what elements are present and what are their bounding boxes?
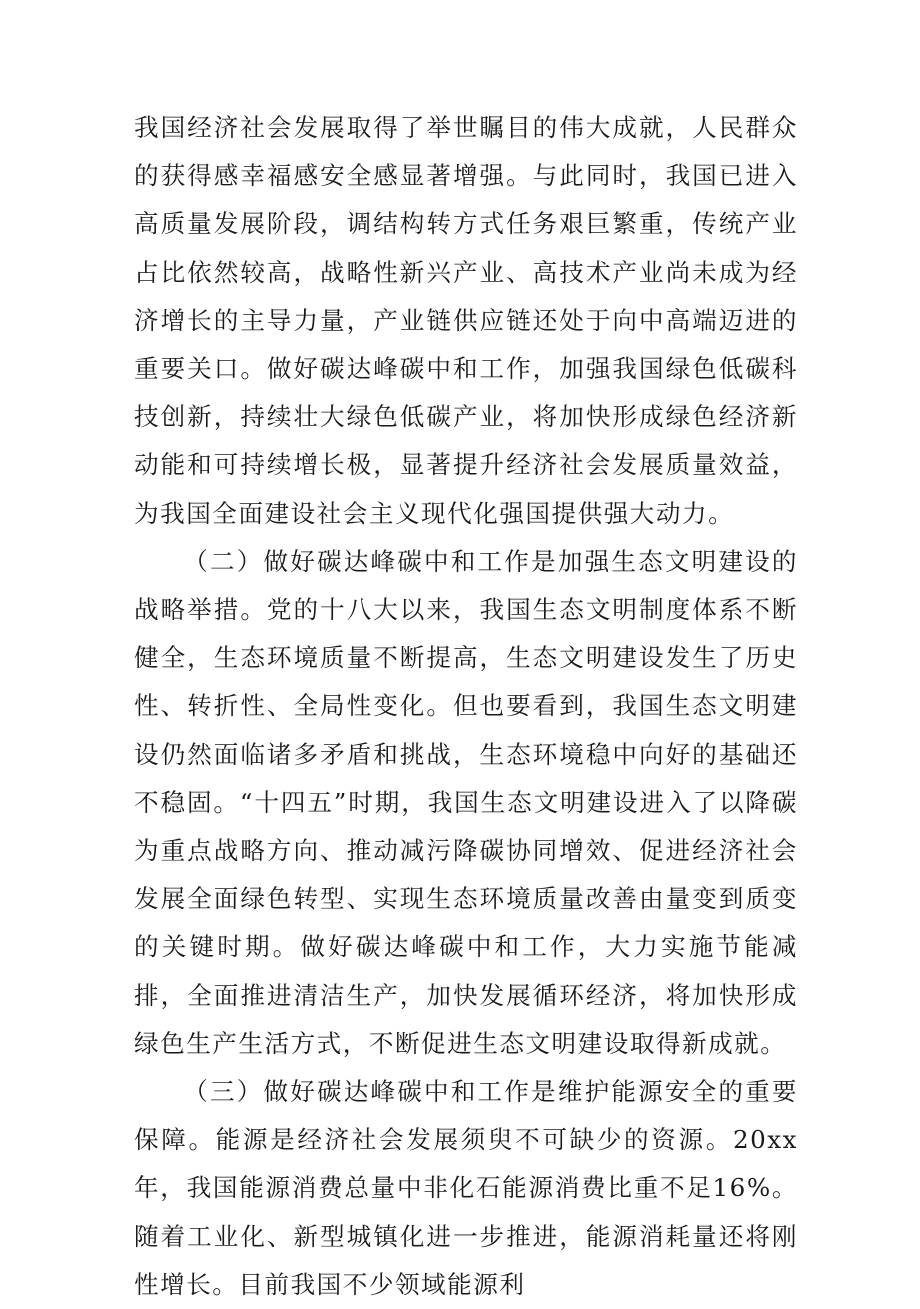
paragraph-economy: 我国经济社会发展取得了举世瞩目的伟大成就，人民群众的获得感幸福感安全感显著增强。与此同时，我国已进入高质量发展阶段，调结构转方式任务艰巨繁重，传统产业占比依然较高，战略性新兴产业、高技术产业尚未成为经济增长的主导力量，产业链供应链还处于向中高端迈进的重要关口。做好碳达峰碳中和工作，加强我国绿色低碳科技创新，持续壮大绿色低碳产业，将加快形成绿色经济新动能和可持续增长极，显著提升经济社会发展质量效益，为我国全面建设社会主义现代化强国提供强大动力。 <box>134 113 798 528</box>
paragraph-energy-security: （三）做好碳达峰碳中和工作是维护能源安全的重要保障。能源是经济社会发展须臾不可缺少的资源。20xx 年，我国能源消费总量中非化石能源消费比重不足16%。随着工业化、新型城镇化进一步推进，能源消耗量还将刚性增长。目前我国不少领域能源利 <box>134 1077 798 1299</box>
document-body <box>134 104 798 1309</box>
paragraph-ecological-civilization: （二）做好碳达峰碳中和工作是加强生态文明建设的战略举措。党的十八大以来，我国生态文明制度体系不断健全，生态环境质量不断提高，生态文明建设发生了历史性、转折性、全局性变化。但也要看到，我国生态文明建设仍然面临诸多矛盾和挑战，生态环境稳中向好的基础还不稳固。“十四五”时期，我国生态文明建设进入了以降碳为重点战略方向、推动减污降碳协同增效、促进经济社会发展全面绿色转型、实现生态环境质量改善由量变到质变的关键时期。做好碳达峰碳中和工作，大力实施节能减排，全面推进清洁生产，加快发展循环经济，将加快形成绿色生产生活方式，不断促进生态文明建设取得新成就。 <box>134 546 798 1058</box>
